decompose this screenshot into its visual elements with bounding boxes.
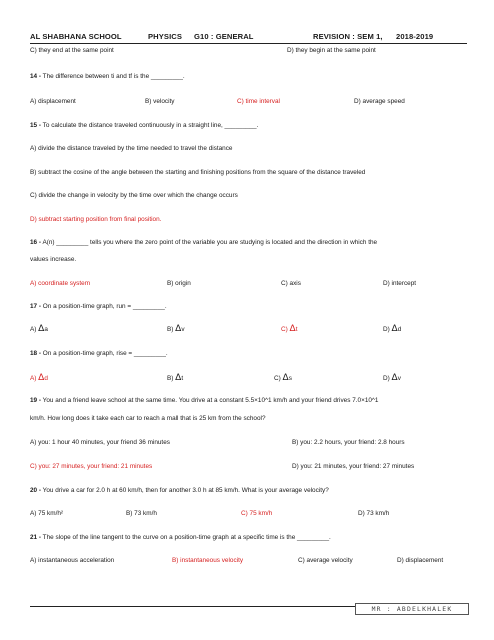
grade: G10 : GENERAL — [194, 32, 254, 41]
delta-symbol: Δ — [38, 373, 45, 383]
q13-option-d: D) they begin at the same point — [287, 47, 376, 54]
q20-option-a: A) 75 km/h² — [30, 510, 64, 517]
q17-option-d: D) Δd — [383, 324, 402, 334]
q18-option-d: D) Δv — [383, 373, 401, 383]
delta-symbol: Δ — [175, 373, 182, 383]
q18-option-c: C) Δs — [274, 373, 292, 383]
q20-question: 20 - You drive a car for 2.0 h at 60 km/h, then for another 3.0 h at 85 km/h. What is your average velocity? — [30, 487, 329, 494]
q15-option-c: C) divide the change in velocity by the time over which the change occurs — [30, 192, 238, 199]
delta-symbol: Δ — [391, 373, 398, 383]
q14-option-d: D) average speed — [354, 98, 405, 105]
q14-option-b: B) velocity — [145, 98, 175, 105]
q18-question: 18 - On a position-time graph, rise = _________. — [30, 350, 168, 357]
q16-question-line2: values increase. — [30, 256, 77, 263]
q17-question: 17 - On a position-time graph, run = _________. — [30, 303, 167, 310]
q15-option-d-answer: D) subtract starting position from final position. — [30, 216, 162, 223]
q21-question: 21 - The slope of the line tangent to the curve on a position-time graph at a specific time is the _________. — [30, 534, 331, 541]
q19-option-b: B) you: 2.2 hours, your friend: 2.8 hours — [292, 439, 405, 446]
header-rule — [30, 43, 467, 44]
q20-option-b: B) 73 km/h — [126, 510, 157, 517]
q14-option-c-answer: C) time interval — [237, 98, 280, 105]
revision-label: REVISION : SEM 1, — [313, 32, 383, 41]
q14-option-a: A) displacement — [30, 98, 76, 105]
q21-option-d: D) displacement — [397, 557, 444, 564]
school-name: AL SHABHANA SCHOOL — [30, 32, 122, 41]
q16-option-a-answer: A) coordinate system — [30, 280, 91, 287]
q16-option-c: C) axis — [281, 280, 301, 287]
author-tag: MR : ABDELKHALEK — [355, 603, 469, 615]
q19-question-line2: km/h. How long does it take each car to reach a mall that is 25 km from the school? — [30, 415, 266, 422]
q15-question: 15 - To calculate the distance traveled continuously in a straight line, _________. — [30, 122, 259, 129]
q17-option-b: B) Δv — [167, 324, 185, 334]
q16-option-d: D) intercept — [383, 280, 417, 287]
delta-symbol: Δ — [282, 373, 289, 383]
q21-option-b-answer: B) instantaneous velocity — [172, 557, 244, 564]
q15-option-b: B) subtract the cosine of the angle between the starting and finishing positions from the square of the distance traveled — [30, 169, 366, 176]
q19-option-d: D) you: 21 minutes, your friend: 27 minutes — [292, 463, 415, 470]
q17-option-c-answer: C) Δt — [281, 324, 298, 334]
q18-option-b: B) Δt — [167, 373, 184, 383]
delta-symbol: Δ — [289, 324, 296, 334]
q21-option-a: A) instantaneous acceleration — [30, 557, 115, 564]
q19-question-line1: 19 - You and a friend leave school at the same time. You drive at a constant 5.5×10^1 km/h and your friend drives 7.0×10^1 — [30, 397, 379, 404]
q20-option-d: D) 73 km/h — [358, 510, 390, 517]
q20-option-c-answer: C) 75 km/h — [241, 510, 273, 517]
revision-year: 2018-2019 — [396, 32, 434, 41]
delta-symbol: Δ — [391, 324, 398, 334]
q18-option-a-answer: A) Δd — [30, 373, 48, 383]
q19-option-a: A) you: 1 hour 40 minutes, your friend 36 minutes — [30, 439, 170, 446]
q17-option-a: A) Δa — [30, 324, 48, 334]
q21-option-c: C) average velocity — [298, 557, 353, 564]
q16-option-b: B) origin — [167, 280, 191, 287]
q19-option-c-answer: C) you: 27 minutes, your friend: 21 minutes — [30, 463, 153, 470]
q16-question-line1: 16 - A(n) _________ tells you where the zero point of the variable you are studying is located and the direction in which the — [30, 239, 378, 246]
delta-symbol: Δ — [38, 324, 45, 334]
delta-symbol: Δ — [175, 324, 182, 334]
q15-option-a: A) divide the distance traveled by the time needed to travel the distance — [30, 145, 233, 152]
subject: PHYSICS — [148, 32, 183, 41]
q13-option-c: C) they end at the same point — [30, 47, 114, 54]
q14-question: 14 - The difference between ti and tf is the _________. — [30, 73, 185, 80]
